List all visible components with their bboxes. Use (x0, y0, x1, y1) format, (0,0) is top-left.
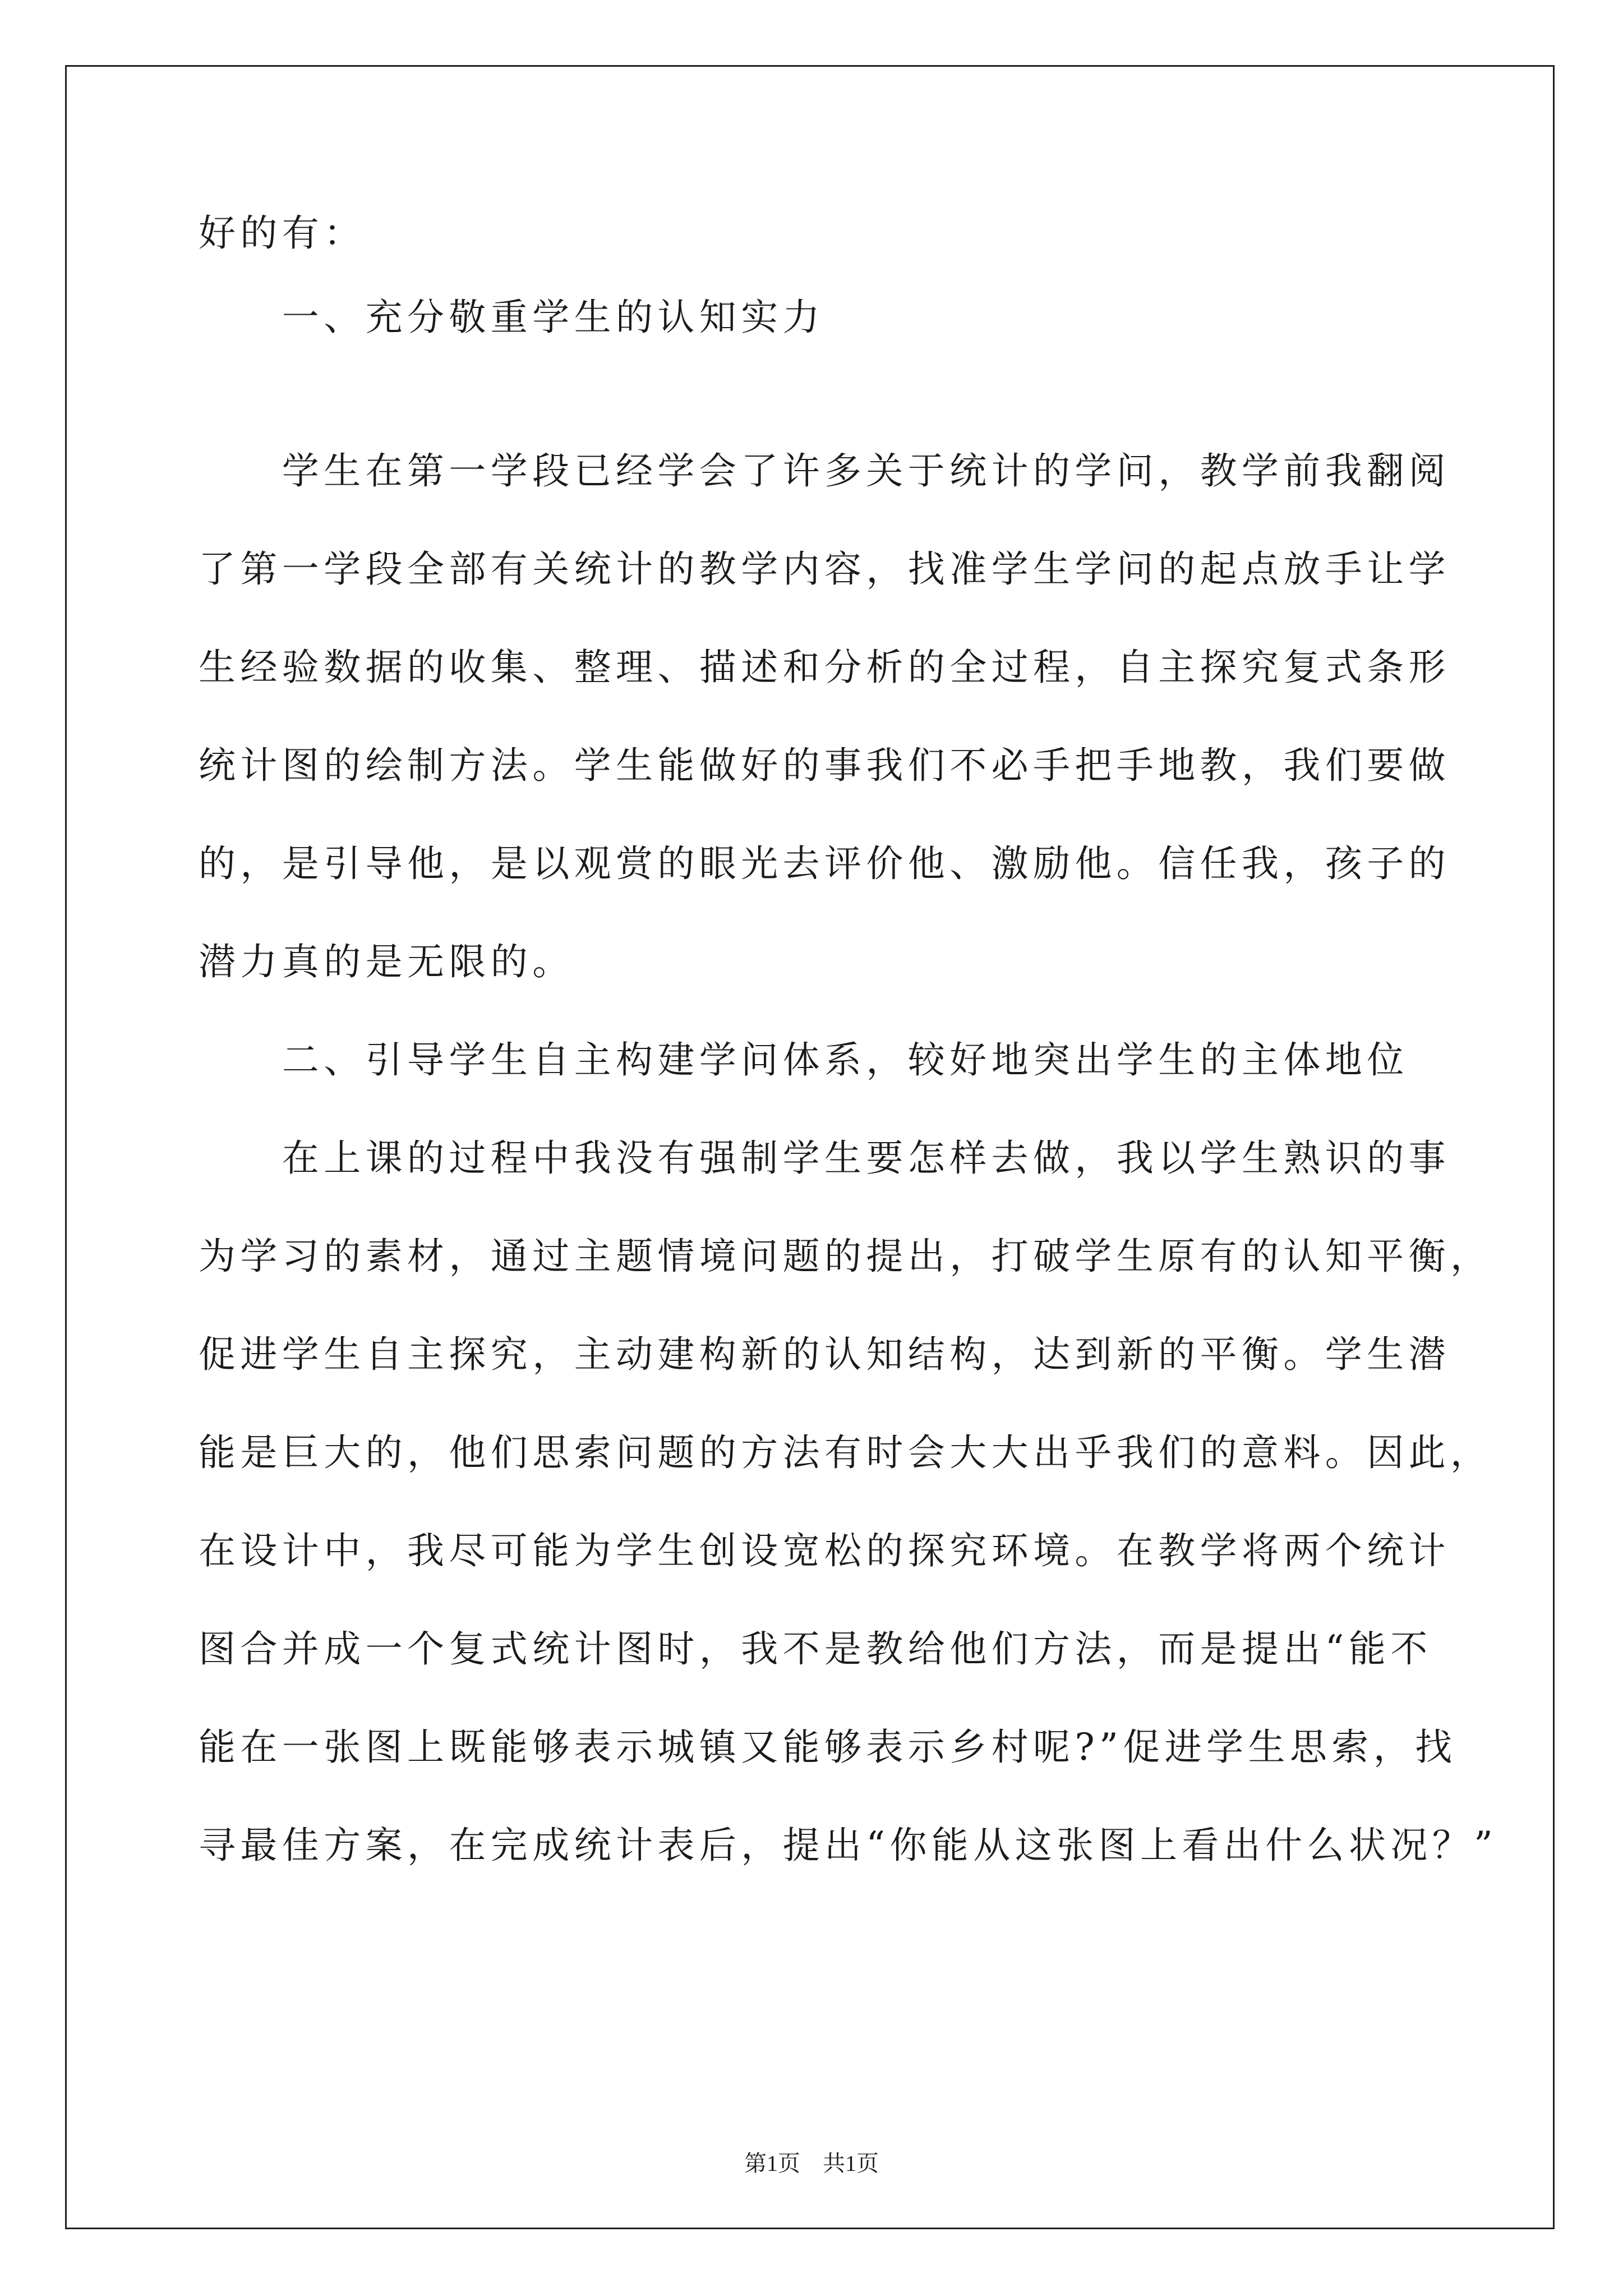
text-line: 图合并成一个复式统计图时，我不是教给他们方法，而是提出“能不 (199, 1627, 1432, 1671)
text-line: 为学习的素材，通过主题情境问题的提出，打破学生原有的认知平衡， (199, 1235, 1492, 1278)
text-line: 学生在第一学段已经学会了许多关于统计的学问，教学前我翻阅 (199, 449, 1450, 493)
text-line: 的，是引导他，是以观赏的眼光去评价他、激励他。信任我，孩子的 (199, 842, 1450, 885)
page-footer (0, 2152, 1623, 2175)
heading-2: 二、引导学生自主构建学问体系，较好地突出学生的主体地位 (199, 1038, 1409, 1082)
text-line: 了第一学段全部有关统计的教学内容，找准学生学问的起点放手让学 (199, 547, 1450, 591)
text-line: 在上课的过程中我没有强制学生要怎样去做，我以学生熟识的事 (199, 1137, 1450, 1180)
text-line: 好的有： (199, 211, 366, 255)
page-number: 第1页 (744, 2151, 800, 2176)
text-line: 生经验数据的收集、整理、描述和分析的全过程，自主探究复式条形 (199, 646, 1450, 689)
text-line: 统计图的绘制方法。学生能做好的事我们不必手把手地教，我们要做 (199, 744, 1450, 787)
text-line: 潜力真的是无限的。 (199, 940, 574, 983)
text-line: 在设计中，我尽可能为学生创设宽松的探究环境。在教学将两个统计 (199, 1529, 1450, 1572)
text-line: 促进学生自主探究，主动建构新的认知结构，达到新的平衡。学生潜 (199, 1333, 1450, 1376)
heading-1: 一、充分敬重学生的认知实力 (199, 296, 824, 339)
page-total: 共1页 (823, 2151, 879, 2176)
text-line: 能在一张图上既能够表示城镇又能够表示乡村呢?”促进学生思索，找 (199, 1726, 1457, 1769)
text-line: 能是巨大的，他们思索问题的方法有时会大大出乎我们的意料。因此， (199, 1431, 1492, 1474)
text-line: 寻最佳方案，在完成统计表后，提出“你能从这张图上看出什么状况？” (199, 1824, 1498, 1867)
